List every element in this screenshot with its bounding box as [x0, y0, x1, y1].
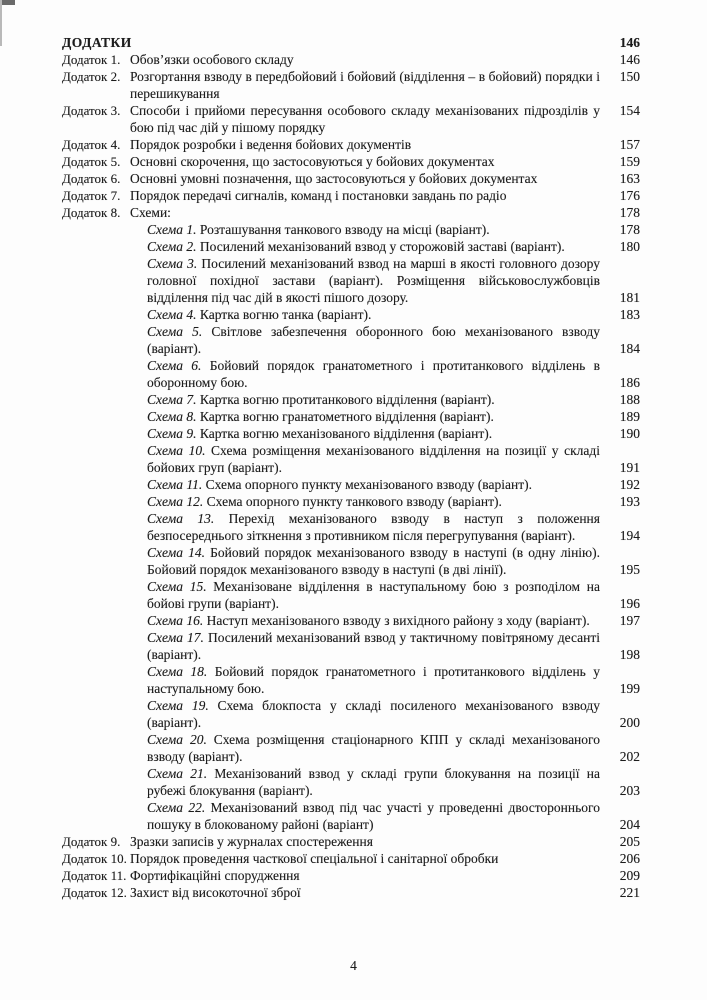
toc-entry	[62, 306, 640, 323]
toc-entry-page: 190	[619, 426, 640, 441]
toc-entry-schema-prefix: Схема 7.	[147, 392, 200, 407]
toc-entry-title: Схема 1. Розташування танкового взводу на місці (варіант).	[147, 222, 490, 237]
toc-entry-title: Порядок розробки і ведення бойових документів	[130, 137, 412, 152]
toc-entry	[62, 799, 640, 833]
toc-entry-schema-prefix: Схема 18.	[147, 664, 215, 679]
toc-entry-schema-prefix: Схема 21.	[147, 766, 215, 781]
toc-entry-title: Фортифікаційні спорудження	[130, 868, 300, 883]
toc-entry-schema-prefix: Схема 19.	[147, 698, 218, 713]
toc-entry-schema-prefix: Схема 12.	[147, 494, 207, 509]
toc-entry-label: Додаток 6.	[62, 171, 121, 186]
toc-entry-title: Схема 17. Посилений механізований взвод у тактичному повітряному десанті (варіант).	[147, 630, 600, 662]
toc-entry-page: 191	[619, 460, 640, 475]
toc-entry-title: Зразки записів у журналах спостереження	[130, 834, 373, 849]
toc-heading-label: ДОДАТКИ	[62, 35, 132, 50]
toc-entry-page: 146	[619, 52, 640, 67]
toc-entry-page: 195	[619, 562, 640, 577]
toc-entry-schema-prefix: Схема 6.	[147, 358, 210, 373]
toc-entry	[62, 578, 640, 612]
toc-entry-title: Схема 12. Схема опорного пункту танкового взводу (варіант).	[147, 494, 502, 509]
toc-entry-schema-prefix: Схема 16.	[147, 613, 207, 628]
toc-entry-page: 157	[619, 137, 640, 152]
toc-entry-page: 196	[619, 596, 640, 611]
toc-entry-title: Схема 11. Схема опорного пункту механізованого взводу (варіант).	[147, 477, 532, 492]
toc-entry	[62, 204, 640, 221]
toc-entry	[62, 629, 640, 663]
toc-entry-title: Обов’язки особового складу	[130, 52, 294, 67]
toc-entry	[62, 323, 640, 357]
toc-entry-schema-prefix: Схема 10.	[147, 443, 212, 458]
toc-entry-page: 184	[619, 341, 640, 356]
toc-entry-label: Додаток 4.	[62, 137, 121, 152]
toc-entry-page: 194	[619, 528, 640, 543]
toc-entry-title: Схема 2. Посилений механізований взвод у сторожовій заставі (варіант).	[147, 239, 565, 254]
toc-entry-page: 183	[619, 307, 640, 322]
toc-entry-label: Додаток 11.	[62, 868, 127, 883]
toc-entry	[62, 510, 640, 544]
toc-entry	[62, 544, 640, 578]
toc-entry-title: Схема 10. Схема розміщення механізованого відділення на позиції у складі бойових груп (варіант).	[147, 443, 600, 475]
toc-entry-title: Схема 13. Перехід механізованого взводу в наступ з положення безпосереднього зіткнення з противником після перегрупування (варіант).	[147, 511, 600, 543]
toc-entry-label: Додаток 5.	[62, 154, 121, 169]
toc-entry-page: 180	[619, 239, 640, 254]
toc-entry-page: 199	[619, 681, 640, 696]
toc-entry-schema-prefix: Схема 13.	[147, 511, 229, 526]
toc-entry	[62, 68, 640, 102]
toc-entry-page: 209	[619, 868, 640, 883]
toc-entry-page: 206	[619, 851, 640, 866]
footer-page-number: 4	[350, 958, 357, 973]
toc-entries	[62, 51, 640, 901]
toc-entry-title: Основні умовні позначення, що застосовуються у бойових документах	[130, 171, 538, 186]
toc-entry-label: Додаток 3.	[62, 103, 121, 118]
toc-entry	[62, 170, 640, 187]
toc-entry-title: Схема 4. Картка вогню танка (варіант).	[147, 307, 372, 322]
toc-entry-title: Захист від високоточної зброї	[130, 885, 301, 900]
table-of-contents	[62, 34, 640, 901]
toc-entry-page: 154	[619, 103, 640, 118]
toc-entry-title: Схема 21. Механізований взвод у складі групи блокування на позиції на рубежі блокування (варіант).	[147, 766, 600, 798]
toc-entry-schema-prefix: Схема 3.	[147, 256, 202, 271]
toc-entry-page: 221	[619, 885, 640, 900]
toc-entry-title: Схема 6. Бойовий порядок гранатометного і протитанкового відділень в оборонному бою.	[147, 358, 600, 390]
toc-entry-label: Додаток 12.	[62, 885, 127, 900]
toc-entry-page: 202	[619, 749, 640, 764]
toc-entry-schema-prefix: Схема 2.	[147, 239, 200, 254]
toc-entry-title: Схема 9. Картка вогню механізованого відділення (варіант).	[147, 426, 493, 441]
toc-entry-page: 197	[619, 613, 640, 628]
toc-entry-title: Схема 3. Посилений механізований взвод на марші в якості головного дозору головної похідної застави (варіант). Розміщення військовослужбовців відділення під час дій в якості пішого дозору.	[147, 256, 600, 305]
toc-entry-page: 178	[619, 222, 640, 237]
toc-entry	[62, 833, 640, 850]
toc-entry-title: Схема 7. Картка вогню протитанкового відділення (варіант).	[147, 392, 495, 407]
toc-entry-page: 200	[619, 715, 640, 730]
toc-entry	[62, 357, 640, 391]
toc-entry-page: 198	[619, 647, 640, 662]
toc-entry-page: 159	[619, 154, 640, 169]
toc-entry-title: Порядок передачі сигналів, команд і постановки завдань по радіо	[130, 188, 507, 203]
toc-entry-label: Додаток 10.	[62, 851, 127, 866]
toc-entry-page: 188	[619, 392, 640, 407]
toc-entry	[62, 391, 640, 408]
toc-entry-title: Схема 20. Схема розміщення стаціонарного КПП у складі механізованого взводу (варіант).	[147, 732, 600, 764]
toc-entry	[62, 255, 640, 306]
toc-entry-page: 163	[619, 171, 640, 186]
toc-entry-title: Розгортання взводу в передбойовий і бойовий (відділення – в бойовий) порядки і перешикування	[130, 69, 600, 101]
toc-entry-schema-prefix: Схема 11.	[147, 477, 206, 492]
toc-entry	[62, 102, 640, 136]
toc-entry	[62, 884, 640, 901]
toc-entry	[62, 867, 640, 884]
toc-entry-page: 181	[619, 290, 640, 305]
toc-entry	[62, 153, 640, 170]
toc-entry	[62, 612, 640, 629]
toc-entry-page: 204	[619, 817, 640, 832]
toc-entry-schema-prefix: Схема 15.	[147, 579, 214, 594]
toc-entry-label: Додаток 9.	[62, 834, 121, 849]
toc-entry	[62, 51, 640, 68]
scan-artifact-edge	[0, 0, 2, 46]
toc-entry-title: Схема 19. Схема блокпоста у складі посиленого механізованого взводу (варіант).	[147, 698, 600, 730]
toc-entry-title: Схема 14. Бойовий порядок механізованого взводу в наступі (в одну лінію). Бойовий порядок механізованого взводу в наступі (в дві лінії).	[147, 545, 600, 577]
toc-entry	[62, 697, 640, 731]
toc-entry-title: Схема 22. Механізований взвод під час участі у проведенні двостороннього пошуку в блокованому районі (варіант)	[147, 800, 600, 832]
toc-heading-page: 146	[619, 35, 640, 50]
toc-entry-page: 192	[619, 477, 640, 492]
toc-entry	[62, 408, 640, 425]
toc-entry-page: 203	[619, 783, 640, 798]
toc-entry	[62, 442, 640, 476]
toc-entry-title: Порядок проведення часткової спеціальної і санітарної обробки	[130, 851, 499, 866]
toc-entry-page: 193	[619, 494, 640, 509]
toc-entry	[62, 136, 640, 153]
toc-entry-title: Схема 18. Бойовий порядок гранатометного і протитанкового відділень у наступальному бою.	[147, 664, 600, 696]
toc-entry	[62, 493, 640, 510]
toc-entry	[62, 663, 640, 697]
toc-entry-title: Схеми:	[130, 205, 171, 220]
toc-entry	[62, 850, 640, 867]
toc-entry-page: 178	[619, 205, 640, 220]
toc-entry-page: 189	[619, 409, 640, 424]
toc-heading-row	[62, 34, 640, 51]
toc-entry-schema-prefix: Схема 4.	[147, 307, 200, 322]
toc-entry-title: Основні скорочення, що застосовуються у бойових документах	[130, 154, 495, 169]
toc-entry-label: Додаток 8.	[62, 205, 121, 220]
toc-entry-schema-prefix: Схема 22.	[147, 800, 211, 815]
toc-entry-schema-prefix: Схема 1.	[147, 222, 200, 237]
toc-entry-title: Способи і прийоми пересування особового складу механізованих підрозділів у бою під час дій у пішому порядку	[130, 103, 600, 135]
toc-entry	[62, 187, 640, 204]
toc-entry-page: 176	[619, 188, 640, 203]
toc-entry-label: Додаток 7.	[62, 188, 121, 203]
toc-entry-page: 186	[619, 375, 640, 390]
toc-entry-schema-prefix: Схема 5.	[147, 324, 212, 339]
toc-entry	[62, 731, 640, 765]
toc-entry	[62, 221, 640, 238]
toc-entry	[62, 476, 640, 493]
toc-entry	[62, 238, 640, 255]
toc-entry-schema-prefix: Схема 20.	[147, 732, 214, 747]
toc-entry-title: Схема 8. Картка вогню гранатометного відділення (варіант).	[147, 409, 494, 424]
toc-entry	[62, 765, 640, 799]
toc-entry-label: Додаток 1.	[62, 52, 121, 67]
toc-entry-page: 150	[619, 69, 640, 84]
toc-entry-title: Схема 16. Наступ механізованого взводу з вихідного району з ходу (варіант).	[147, 613, 590, 628]
toc-entry-label: Додаток 2.	[62, 69, 121, 84]
toc-entry-schema-prefix: Схема 17.	[147, 630, 208, 645]
toc-entry-page: 205	[619, 834, 640, 849]
toc-entry-title: Схема 5. Світлове забезпечення оборонного бою механізованого взводу (варіант).	[147, 324, 600, 356]
toc-entry-title: Схема 15. Механізоване відділення в наступальному бою з розподілом на бойові групи (варіант).	[147, 579, 600, 611]
toc-entry-schema-prefix: Схема 14.	[147, 545, 211, 560]
toc-entry-schema-prefix: Схема 8.	[147, 409, 200, 424]
toc-entry	[62, 425, 640, 442]
toc-entry-schema-prefix: Схема 9.	[147, 426, 200, 441]
scan-artifact-corner	[0, 0, 15, 5]
